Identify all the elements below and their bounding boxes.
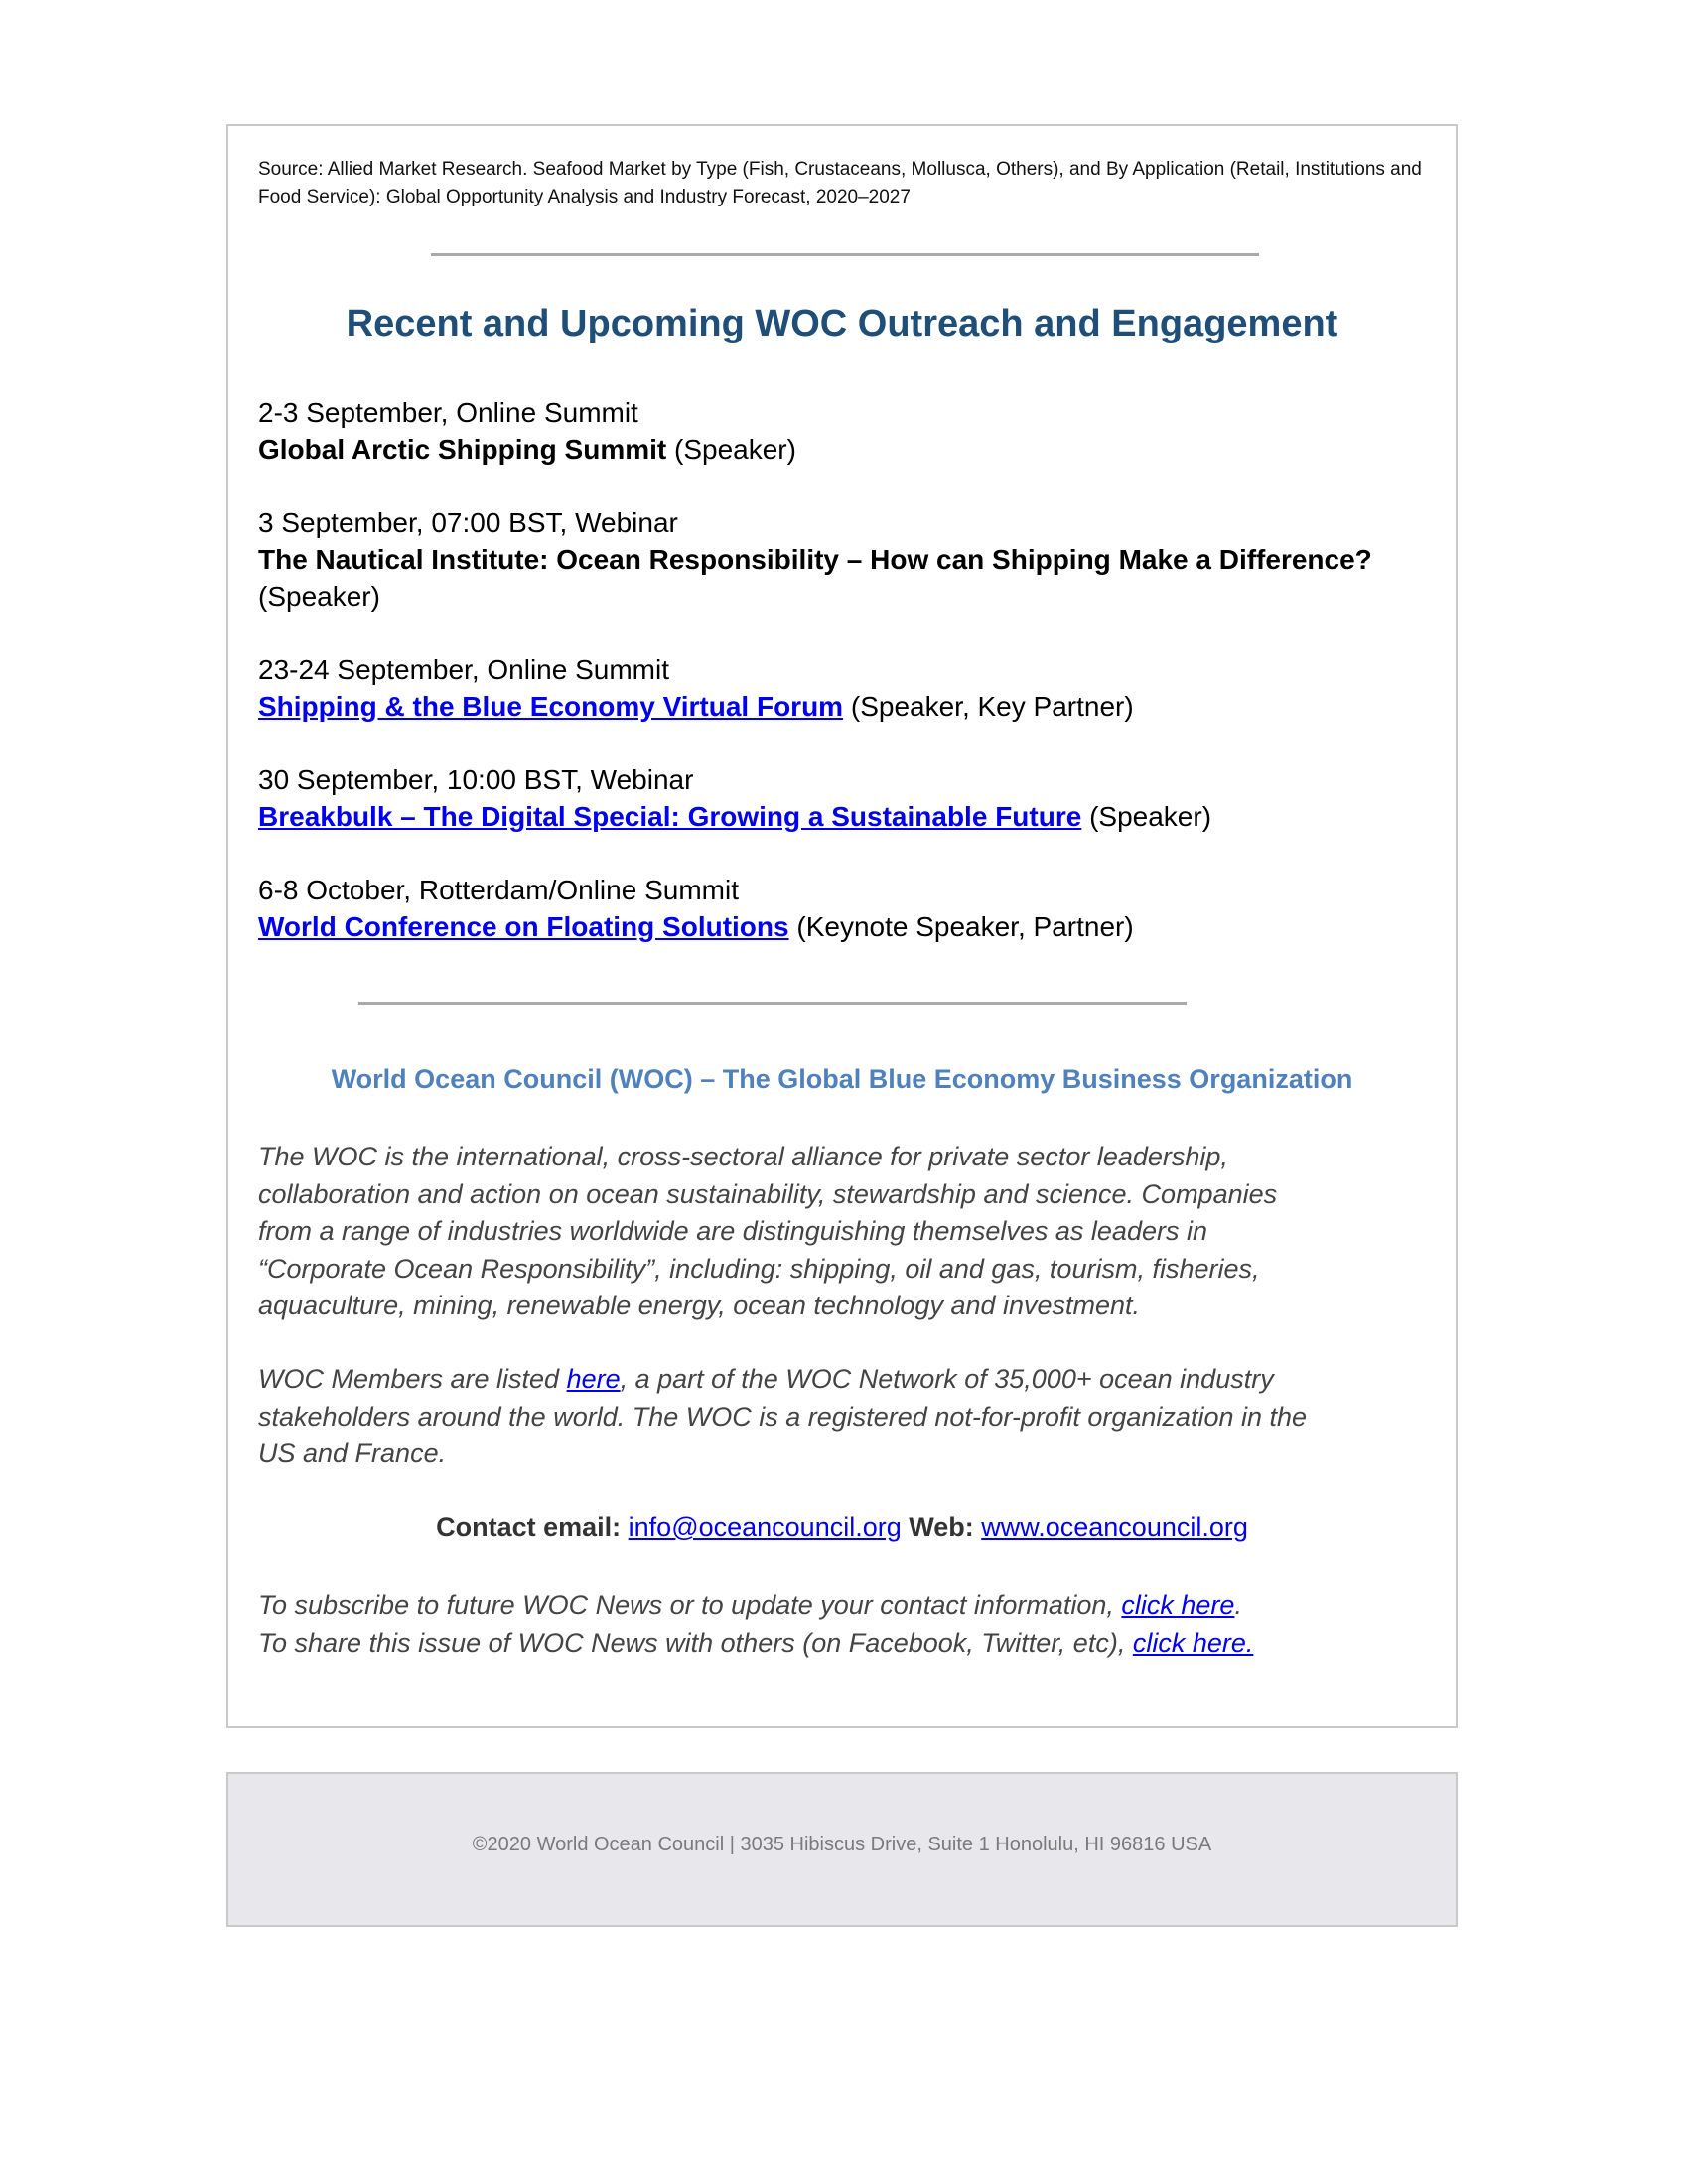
- event-item: [258, 761, 1430, 835]
- about-line: The WOC is the international, cross-sectoral alliance for private sector leadership,: [258, 1142, 1228, 1171]
- event-date: 6-8 October, Rotterdam/Online Summit: [258, 875, 739, 905]
- members-prefix: WOC Members are listed: [258, 1364, 567, 1394]
- share-click-here-link[interactable]: click here.: [1132, 1627, 1254, 1658]
- event-date: 23-24 September, Online Summit: [258, 654, 669, 685]
- event-item: [258, 504, 1430, 614]
- event-item: [258, 394, 1430, 468]
- footer-copyright: ©2020 World Ocean Council | 3035 Hibiscus Drive, Suite 1 Honolulu, HI 96816 USA: [472, 1834, 1212, 1855]
- event-link-blue-economy-forum[interactable]: Shipping & the Blue Economy Virtual Forum: [258, 691, 844, 722]
- event-date: 2-3 September, Online Summit: [258, 397, 638, 428]
- members-paragraph: [258, 1361, 1430, 1473]
- contact-email-label: Contact email:: [436, 1512, 629, 1542]
- events-list: [258, 394, 1430, 982]
- event-item: [258, 651, 1430, 725]
- section-title: Recent and Upcoming WOC Outreach and Engagement: [346, 303, 1338, 344]
- event-link-breakbulk[interactable]: Breakbulk – The Digital Special: Growing a Sustainable Future: [258, 801, 1082, 832]
- event-name: The Nautical Institute: Ocean Responsibility – How can Shipping Make a Difference?: [258, 544, 1372, 575]
- about-heading: World Ocean Council (WOC) – The Global Blue Economy Business Organization: [331, 1064, 1353, 1094]
- about-line: collaboration and action on ocean sustainability, stewardship and science. Companies: [258, 1178, 1278, 1209]
- event-role: (Speaker): [666, 434, 796, 465]
- event-item: [258, 872, 1430, 945]
- subscribe-block: [258, 1587, 1430, 1662]
- contact-web-link[interactable]: www.oceancouncil.org: [981, 1512, 1248, 1542]
- members-rest: , a part of the WOC Network of 35,000+ ocean industry: [620, 1364, 1274, 1394]
- event-role: (Speaker): [1081, 801, 1212, 832]
- subscribe-text: To subscribe to future WOC News or to update your contact information,: [258, 1590, 1122, 1620]
- share-text: To share this issue of WOC News with others (on Facebook, Twitter, etc),: [258, 1627, 1133, 1658]
- subscribe-period: .: [1234, 1590, 1242, 1620]
- event-role: (Speaker): [258, 581, 380, 612]
- contact-email-link[interactable]: info@oceancouncil.org: [628, 1512, 902, 1542]
- divider-middle: [358, 1002, 1187, 1005]
- about-paragraph: [258, 1139, 1430, 1325]
- event-name: Global Arctic Shipping Summit: [258, 434, 667, 465]
- contact-line: [228, 1512, 1456, 1543]
- event-role: (Speaker, Key Partner): [843, 691, 1134, 722]
- event-date: 30 September, 10:00 BST, Webinar: [258, 764, 694, 795]
- members-line: stakeholders around the world. The WOC is a registered not-for-profit organization in the: [258, 1401, 1308, 1432]
- source-note: Source: Allied Market Research. Seafood Market by Type (Fish, Crustaceans, Mollusca, Others), and By Application (Retail, Institutions and Food Service): Global Opportunity Analysis and Industry Forecast, 2020–2027: [258, 159, 1422, 207]
- about-line: “Corporate Ocean Responsibility”, including: shipping, oil and gas, tourism, fisheries,: [258, 1253, 1260, 1284]
- event-link-floating-solutions[interactable]: World Conference on Floating Solutions: [258, 911, 789, 942]
- event-date: 3 September, 07:00 BST, Webinar: [258, 507, 678, 538]
- contact-web-label: Web:: [901, 1512, 982, 1542]
- members-here-link[interactable]: here: [566, 1364, 621, 1394]
- members-line: US and France.: [258, 1438, 447, 1468]
- about-line: aquaculture, mining, renewable energy, ocean technology and investment.: [258, 1291, 1141, 1320]
- event-role: (Keynote Speaker, Partner): [788, 911, 1134, 942]
- subscribe-click-here-link[interactable]: click here: [1121, 1590, 1235, 1620]
- footer-bar: [226, 1772, 1458, 1927]
- divider-top: [431, 253, 1259, 256]
- newsletter-card: [226, 124, 1458, 1728]
- about-line: from a range of industries worldwide are distinguishing themselves as leaders in: [258, 1216, 1207, 1246]
